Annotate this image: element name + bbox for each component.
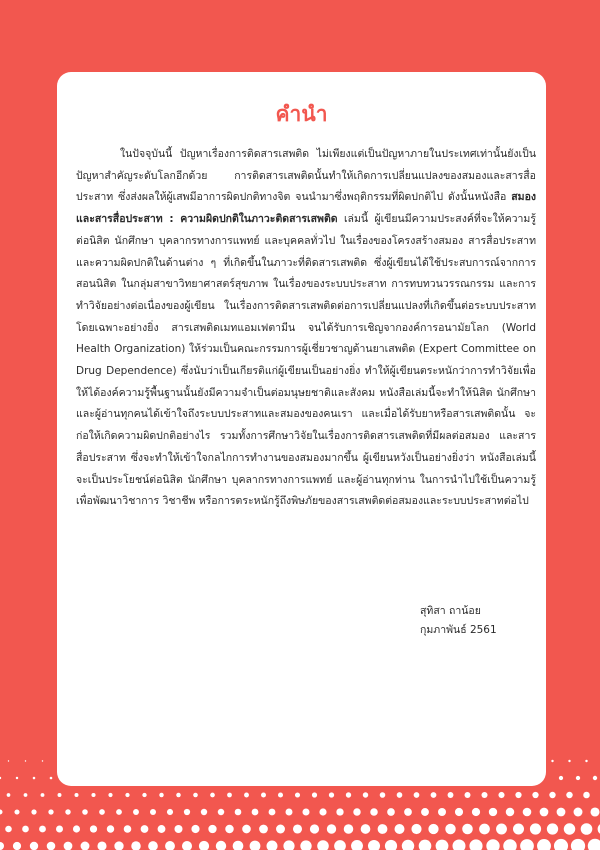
preface-text-part1: ในปัจจุบันนี้ ปัญหาเรื่องการติดสารเสพติด ไม่เพียงแต่เป็นปัญหาภายในประเทศเท่านั้นยังเป็นปัญหาสำคัญระดับโลกอีกด้วย การติดสารเสพติดนั้นทำให้เกิดการเปลี่ยนแปลงของสมองและสารสื่อประสาท ซึ่งส่งผลให้ผู้เสพมีอาการผิดปกติทางจิต จนนำมาซึ่งพฤติกรรมที่ผิดปกติไป ดังนั้นหนังสือ <box>76 148 536 204</box>
decor-dot <box>269 809 276 816</box>
decor-dot <box>576 776 580 780</box>
decor-dot <box>327 824 336 833</box>
decor-dot <box>39 826 46 833</box>
decor-dot <box>244 793 249 798</box>
decor-dot <box>448 792 454 798</box>
decor-dot <box>387 808 395 816</box>
decor-dot <box>571 839 585 850</box>
decor-dot <box>48 809 53 814</box>
decor-dot <box>182 841 192 850</box>
decor-dot <box>25 760 26 761</box>
decor-dot <box>557 808 566 817</box>
decor-dot <box>593 776 597 780</box>
decor-dot <box>378 824 388 834</box>
decor-dot <box>56 826 63 833</box>
decor-dot <box>13 842 21 850</box>
decor-dot <box>227 793 232 798</box>
decor-dot <box>336 808 343 815</box>
decor-dot <box>16 777 18 779</box>
decor-dot <box>131 841 141 850</box>
decor-dot <box>404 808 412 816</box>
decor-dot <box>397 792 403 798</box>
decor-dot <box>148 841 158 850</box>
decor-dot <box>24 793 28 797</box>
decor-dot <box>583 792 590 799</box>
decor-dot <box>312 792 317 797</box>
decor-dot <box>225 825 233 833</box>
decor-dot <box>523 808 532 817</box>
decor-dot <box>370 808 378 816</box>
decor-dot <box>235 809 242 816</box>
decor-dot <box>395 824 405 834</box>
decor-dot <box>351 840 363 850</box>
decor-dot <box>385 840 397 850</box>
decor-dot <box>8 760 9 761</box>
decor-dot <box>176 793 181 798</box>
decor-dot <box>64 842 73 850</box>
decor-dot <box>250 841 261 850</box>
decor-dot <box>479 824 490 835</box>
decor-dot <box>300 840 311 850</box>
decor-dot <box>588 839 600 850</box>
decor-dot <box>361 824 371 834</box>
decor-dot <box>47 842 56 850</box>
decor-dot <box>91 793 95 797</box>
decor-dot <box>421 808 429 816</box>
decor-dot <box>191 825 199 833</box>
decor-dot <box>302 808 309 815</box>
decor-dot <box>73 825 80 832</box>
decor-dot <box>33 777 36 780</box>
decor-dot <box>150 809 156 815</box>
decor-dot <box>193 793 198 798</box>
decor-dot <box>585 760 587 762</box>
decor-dot <box>174 825 182 833</box>
decor-dot <box>0 777 1 779</box>
decor-dot <box>90 825 97 832</box>
decor-dot <box>107 825 114 832</box>
decor-dot <box>286 809 293 816</box>
decor-dot <box>5 826 12 833</box>
decor-dot <box>472 808 480 816</box>
decor-dot <box>30 842 38 850</box>
decor-dot <box>428 824 438 834</box>
decor-dot <box>210 793 215 798</box>
decor-dot <box>515 792 521 798</box>
decor-dot <box>574 808 583 817</box>
decor-dot <box>0 842 4 850</box>
decor-dot <box>506 808 514 816</box>
decor-dot <box>469 839 482 850</box>
decor-dot <box>22 826 29 833</box>
decor-dot <box>462 824 473 835</box>
decor-dot <box>380 792 386 798</box>
decor-dot <box>218 809 225 816</box>
decor-dot <box>353 808 360 815</box>
decor-dot <box>208 825 216 833</box>
decor-dot <box>141 825 149 833</box>
decor-dot <box>547 823 558 834</box>
decor-dot <box>590 807 599 816</box>
decor-dot <box>489 808 497 816</box>
decor-dot <box>99 809 105 815</box>
decor-dot <box>481 792 487 798</box>
decor-dot <box>295 792 300 797</box>
decor-dot <box>317 840 329 850</box>
decor-dot <box>97 841 106 850</box>
decor-dot <box>81 842 90 850</box>
preface-card <box>57 72 546 786</box>
decor-dot <box>7 793 11 797</box>
decor-dot <box>436 840 449 850</box>
decor-dot <box>530 823 541 834</box>
decor-dot <box>124 825 132 833</box>
decor-dot <box>50 777 53 780</box>
decor-dot <box>532 792 538 798</box>
decor-dot <box>551 760 553 762</box>
decor-dot <box>319 808 326 815</box>
decor-dot <box>259 825 268 834</box>
decor-dot <box>276 825 285 834</box>
decor-dot <box>411 824 421 834</box>
decor-dot <box>167 809 173 815</box>
decor-dot <box>310 824 319 833</box>
decor-dot <box>278 792 283 797</box>
decor-dot <box>513 823 524 834</box>
decor-dot <box>0 810 3 815</box>
decor-dot <box>165 841 175 850</box>
decor-dot <box>566 792 572 798</box>
decor-dot <box>537 839 551 850</box>
decor-dot <box>133 809 139 815</box>
decor-dot <box>498 792 504 798</box>
decor-dot <box>184 809 190 815</box>
decor-dot <box>82 809 88 815</box>
decor-dot <box>549 792 555 798</box>
decor-dot <box>368 840 380 850</box>
decor-dot <box>419 840 432 850</box>
decor-dot <box>65 809 70 814</box>
decor-dot <box>455 808 463 816</box>
decor-dot <box>14 809 19 814</box>
decor-dot <box>431 792 437 798</box>
decor-dot <box>159 793 163 797</box>
decor-dot <box>31 809 36 814</box>
decor-dot <box>293 824 302 833</box>
decor-dot <box>581 823 593 835</box>
decor-dot <box>503 839 517 850</box>
decor-dot <box>41 793 45 797</box>
decor-dot <box>216 841 226 850</box>
decor-dot <box>201 809 207 815</box>
decor-dot <box>233 841 244 850</box>
decor-dot <box>116 809 122 815</box>
decor-dot <box>540 808 549 817</box>
decor-dot <box>158 825 166 833</box>
page-title: คำนำ <box>275 102 328 126</box>
decor-dot <box>42 760 43 761</box>
decor-dot <box>58 793 62 797</box>
decor-dot <box>142 793 146 797</box>
decor-dot <box>334 840 346 850</box>
decor-dot <box>452 839 465 850</box>
decor-dot <box>267 841 278 850</box>
decor-dot <box>108 793 112 797</box>
decor-dot <box>344 824 354 834</box>
decor-dot <box>438 808 446 816</box>
decor-dot <box>445 824 455 834</box>
decor-dot <box>559 776 563 780</box>
signature-date: กุมภาพันธ์ 2561 <box>420 624 497 636</box>
decor-dot <box>568 760 570 762</box>
decor-dot <box>363 792 368 797</box>
decor-dot <box>564 823 575 834</box>
signature-block <box>420 602 497 640</box>
decor-dot <box>329 792 334 797</box>
decor-dot <box>261 793 266 798</box>
decor-dot <box>114 841 123 850</box>
author-name: สุทิสา ถาน้อย <box>420 605 481 617</box>
decor-dot <box>465 792 471 798</box>
decor-dot <box>125 793 129 797</box>
decor-dot <box>74 793 78 797</box>
preface-paragraph <box>76 144 536 513</box>
decor-dot <box>283 840 294 850</box>
decor-dot <box>252 809 259 816</box>
decor-dot <box>402 840 414 850</box>
decor-dot <box>554 839 568 850</box>
decor-dot <box>486 839 499 850</box>
decor-dot <box>414 792 420 798</box>
decor-dot <box>199 841 209 850</box>
decor-dot <box>496 824 507 835</box>
decor-dot <box>242 825 251 834</box>
preface-text-part2: เล่มนี้ ผู้เขียนมีความประสงค์ที่จะให้ความรู้ต่อนิสิต นักศึกษา บุคลากรทางการแพทย์ และบุคคลทั่วไป ในเรื่องของโครงสร้างสมอง สารสื่อประสาท และความผิดปกติในด้านต่าง ๆ ที่เกิดขึ้นในภาวะที่ติดสารเสพติด ซึ่งผู้เขียนได้ใช้ประสบการณ์จากการสอนนิสิต ในกลุ่มสาขาวิทยาศาสตร์สุขภาพ ในเรื่องของระบบประสาท การทบทวนวรรณกรรม และการทำวิจัยอย่างต่อเนื่องของผู้เขียน ในเรื่องการติดสารเสพติดต่อการเปลี่ยนแปลงที่เกิดขึ้นต่อระบบประสาท โดยเฉพาะอย่างยิ่ง สารเสพติดเมทแอมเฟตามีน จนได้รับการเชิญจากองค์การอนามัยโลก (World Health Organization) ให้ร่วมเป็นคณะกรรมการผู้เชี่ยวชาญด้านยาเสพติด (Expert Committee on Drug Dependence) ซึ่งนับว่าเป็นเกียรติแก่ผู้เขียนเป็นอย่างยิ่ง ทำให้ผู้เขียนตระหนักว่าการทำวิจัยเพื่อให้ได้องค์ความรู้พื้นฐานนั้นยังมีความจำเป็นต่อมนุษยชาติและสังคม หนังสือเล่มนี้จะทำให้นิสิต นักศึกษา และผู้อ่านทุกคนได้เข้าใจถึงระบบประสาทและสมองของคนเรา และเมื่อได้รับยาหรือสารเสพติดนั้น จะก่อให้เกิดความผิดปกติอย่างไร รวมทั้งการศึกษาวิจัยในเรื่องการติดสารเสพติดที่มีผลต่อสมอง และสารสื่อประสาท ซึ่งจะทำให้เข้าใจกลไกการทำงานของสมองมากขึ้น ผู้เขียนหวังเป็นอย่างยิ่งว่า หนังสือเล่มนี้จะเป็นประโยชน์ต่อนิสิต นักศึกษา บุคลากรทางการแพทย์ และผู้อ่านทุกท่าน ในการนำไปใช้เป็นความรู้เพื่อพัฒนาวิชาการ วิชาชีพ หรือการตระหนักรู้ถึงพิษภัยของสารเสพติดต่อสมองและระบบประสาทต่อไป <box>76 213 536 508</box>
decor-dot <box>520 839 534 850</box>
decor-dot <box>346 792 351 797</box>
book-title: สมองและสารสื่อประสาท : ความผิดปกติในภาวะติดสารเสพติด <box>76 191 536 226</box>
